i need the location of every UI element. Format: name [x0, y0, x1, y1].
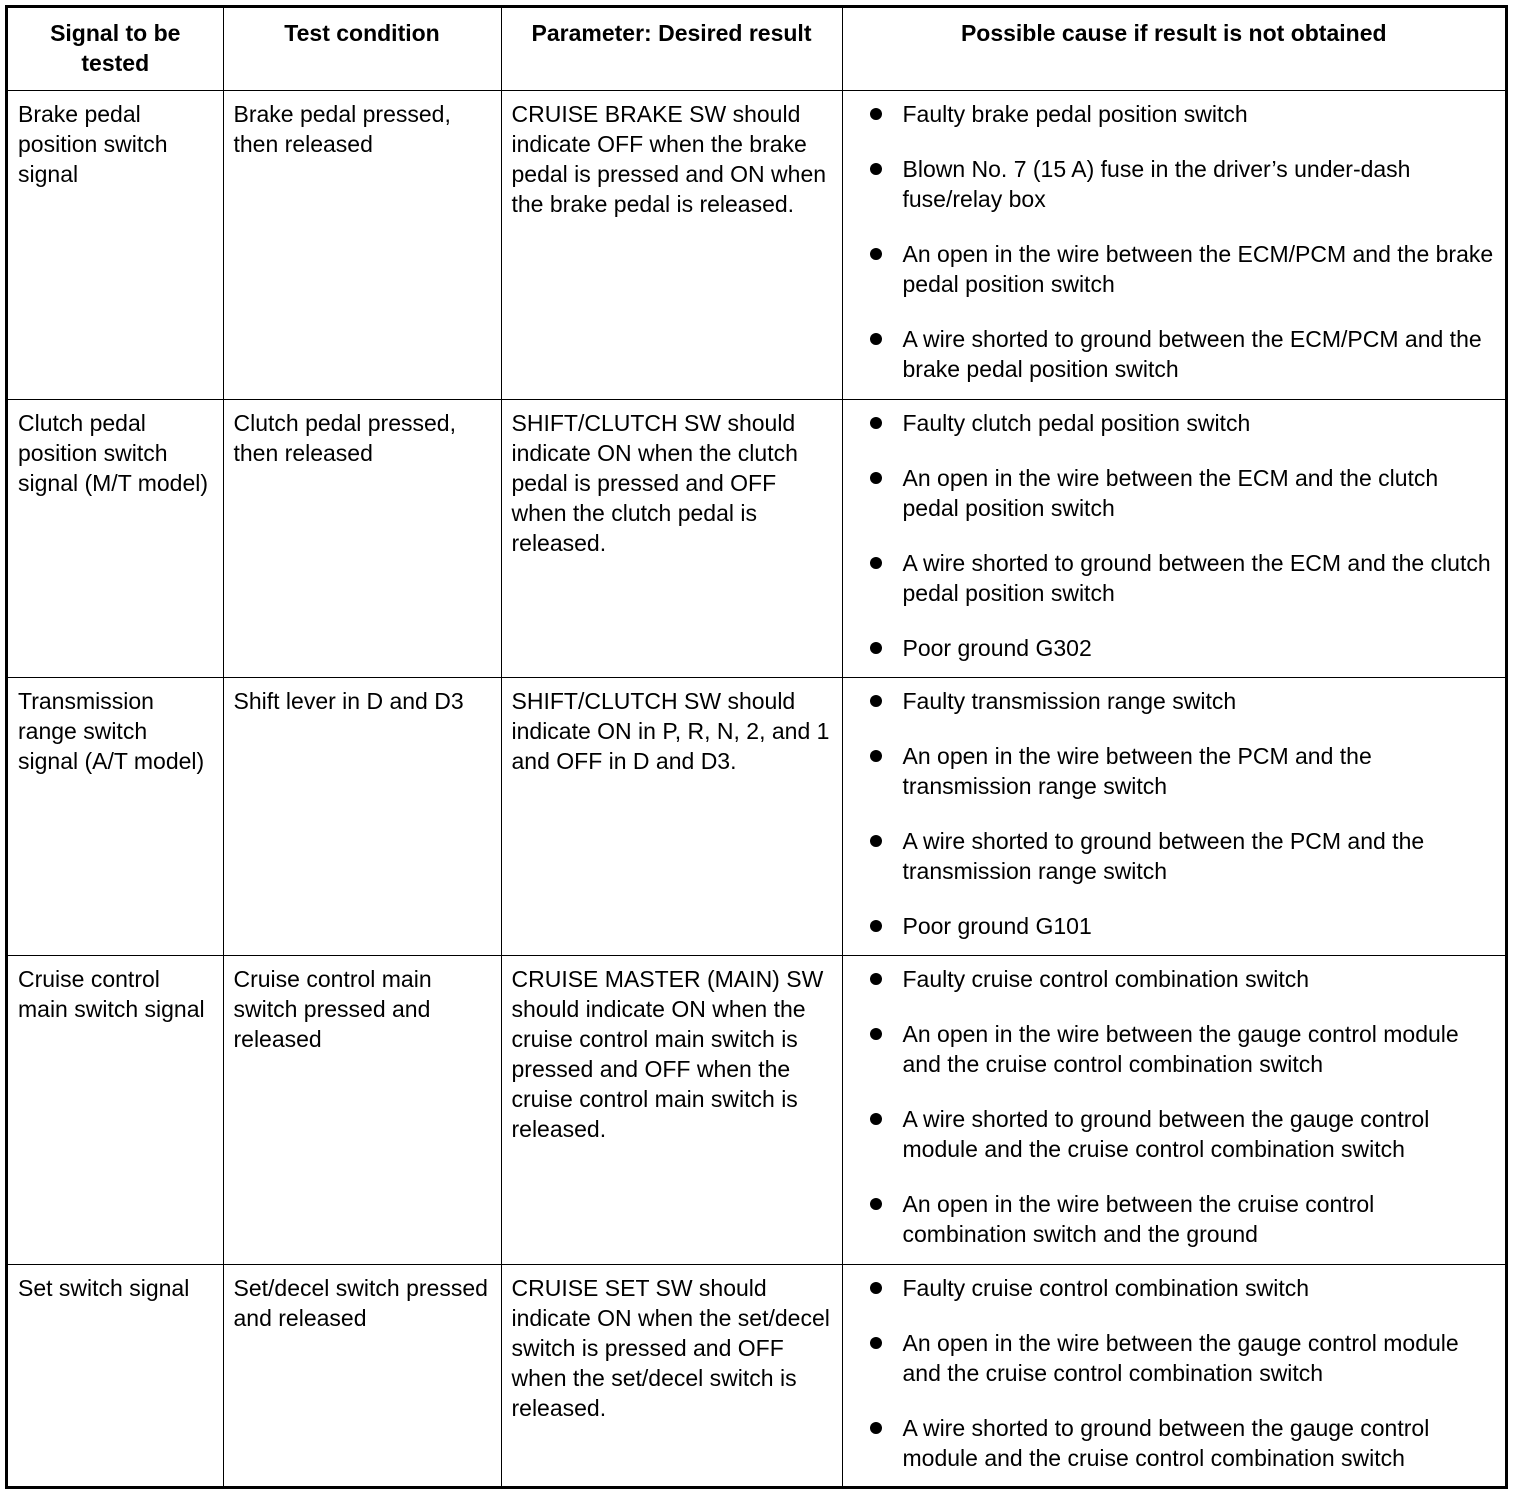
cause-text: A wire shorted to ground between the PCM and the transmission range switch	[902, 827, 1425, 884]
cause-text: Faulty cruise control combination switch	[902, 1274, 1309, 1301]
header-test-condition: Test condition	[223, 8, 501, 90]
cause-text: Faulty cruise control combination switch	[902, 965, 1309, 992]
causes-cell	[842, 677, 1505, 955]
cause-text: Faulty brake pedal position switch	[902, 100, 1248, 127]
header-possible-cause: Possible cause if result is not obtained	[842, 8, 1505, 90]
cause-item	[853, 408, 1496, 438]
table-row	[8, 399, 1505, 677]
cause-item	[853, 463, 1496, 523]
bullet-icon	[870, 1028, 882, 1040]
parameter-cell: CRUISE SET SW should indicate ON when the set/decel switch is pressed and OFF when the set/decel switch is released.	[501, 1264, 842, 1489]
causes-cell	[842, 955, 1505, 1264]
cause-text: An open in the wire between the PCM and the transmission range switch	[902, 742, 1372, 799]
cause-item	[853, 1104, 1496, 1164]
cause-text: A wire shorted to ground between the gauge control module and the cruise control combination switch	[902, 1105, 1430, 1162]
cause-item	[853, 633, 1496, 663]
cause-item	[853, 686, 1496, 716]
bullet-icon	[870, 642, 882, 654]
cause-item	[853, 964, 1496, 994]
causes-list	[853, 1273, 1496, 1473]
bullet-icon	[870, 1422, 882, 1434]
bullet-icon	[870, 248, 882, 260]
causes-cell	[842, 90, 1505, 399]
parameter-cell: CRUISE BRAKE SW should indicate OFF when the brake pedal is pressed and ON when the brake pedal is released.	[501, 90, 842, 399]
causes-list	[853, 964, 1496, 1249]
condition-cell: Clutch pedal pressed, then released	[223, 399, 501, 677]
bullet-icon	[870, 695, 882, 707]
causes-list	[853, 686, 1496, 941]
cause-text: An open in the wire between the gauge control module and the cruise control combination switch	[902, 1020, 1459, 1077]
causes-cell	[842, 399, 1505, 677]
cause-item	[853, 1019, 1496, 1079]
bullet-icon	[870, 472, 882, 484]
cause-item	[853, 741, 1496, 801]
cause-text: An open in the wire between the gauge control module and the cruise control combination switch	[902, 1329, 1459, 1386]
diagnostic-table	[8, 8, 1505, 1489]
bullet-icon	[870, 1282, 882, 1294]
condition-cell: Brake pedal pressed, then released	[223, 90, 501, 399]
cause-text: An open in the wire between the ECM and the clutch pedal position switch	[902, 464, 1439, 521]
cause-item	[853, 99, 1496, 129]
parameter-cell: SHIFT/CLUTCH SW should indicate ON when the clutch pedal is pressed and OFF when the clutch pedal is released.	[501, 399, 842, 677]
bullet-icon	[870, 750, 882, 762]
bullet-icon	[870, 920, 882, 932]
bullet-icon	[870, 1198, 882, 1210]
cause-item	[853, 239, 1496, 299]
causes-list	[853, 408, 1496, 663]
cause-text: Faulty transmission range switch	[902, 687, 1237, 714]
bullet-icon	[870, 108, 882, 120]
condition-cell: Cruise control main switch pressed and released	[223, 955, 501, 1264]
signal-cell: Brake pedal position switch signal	[8, 90, 223, 399]
cause-item	[853, 1328, 1496, 1388]
cause-item	[853, 548, 1496, 608]
condition-cell: Set/decel switch pressed and released	[223, 1264, 501, 1489]
cause-text: A wire shorted to ground between the ECM/PCM and the brake pedal position switch	[902, 325, 1482, 382]
cause-text: An open in the wire between the ECM/PCM and the brake pedal position switch	[902, 240, 1494, 297]
bullet-icon	[870, 417, 882, 429]
cause-item	[853, 826, 1496, 886]
signal-cell: Cruise control main switch signal	[8, 955, 223, 1264]
table-row	[8, 90, 1505, 399]
bullet-icon	[870, 973, 882, 985]
cause-item	[853, 1189, 1496, 1249]
diagnostic-table-frame	[5, 5, 1508, 1489]
bullet-icon	[870, 333, 882, 345]
cause-text: A wire shorted to ground between the ECM and the clutch pedal position switch	[902, 549, 1491, 606]
header-signal: Signal to be tested	[8, 8, 223, 90]
cause-text: A wire shorted to ground between the gauge control module and the cruise control combination switch	[902, 1414, 1430, 1471]
bullet-icon	[870, 557, 882, 569]
signal-cell: Clutch pedal position switch signal (M/T model)	[8, 399, 223, 677]
cause-text: An open in the wire between the cruise control combination switch and the ground	[902, 1190, 1375, 1247]
cause-text: Blown No. 7 (15 A) fuse in the driver’s under-dash fuse/relay box	[902, 155, 1411, 212]
cause-item	[853, 1413, 1496, 1473]
condition-cell: Shift lever in D and D3	[223, 677, 501, 955]
cause-item	[853, 1273, 1496, 1303]
bullet-icon	[870, 835, 882, 847]
causes-cell	[842, 1264, 1505, 1489]
cause-item	[853, 324, 1496, 384]
parameter-cell: CRUISE MASTER (MAIN) SW should indicate ON when the cruise control main switch is pressed and OFF when the cruise control main switch is released.	[501, 955, 842, 1264]
cause-item	[853, 154, 1496, 214]
header-parameter: Parameter: Desired result	[501, 8, 842, 90]
bullet-icon	[870, 1337, 882, 1349]
parameter-cell: SHIFT/CLUTCH SW should indicate ON in P, R, N, 2, and 1 and OFF in D and D3.	[501, 677, 842, 955]
cause-item	[853, 911, 1496, 941]
causes-list	[853, 99, 1496, 384]
table-row	[8, 677, 1505, 955]
table-row	[8, 955, 1505, 1264]
bullet-icon	[870, 163, 882, 175]
bullet-icon	[870, 1113, 882, 1125]
signal-cell: Set switch signal	[8, 1264, 223, 1489]
cause-text: Poor ground G302	[902, 634, 1092, 661]
cause-text: Poor ground G101	[902, 912, 1092, 939]
signal-cell: Transmission range switch signal (A/T model)	[8, 677, 223, 955]
header-row	[8, 8, 1505, 90]
cause-text: Faulty clutch pedal position switch	[902, 409, 1251, 436]
table-row	[8, 1264, 1505, 1489]
